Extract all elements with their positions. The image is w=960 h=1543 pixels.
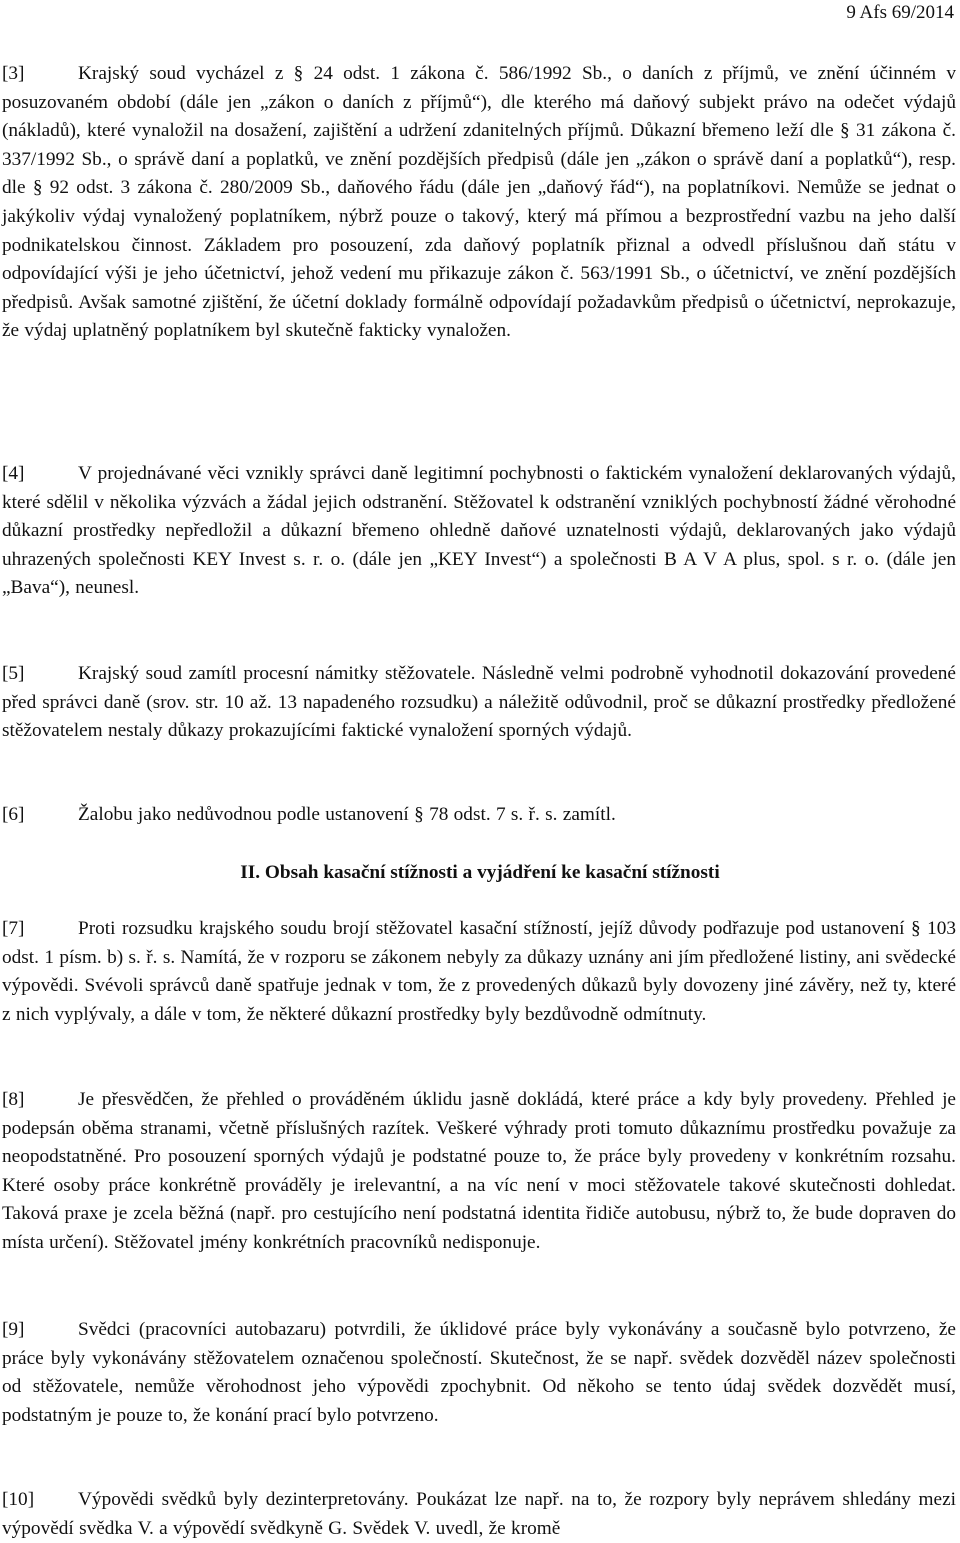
paragraph-text: Krajský soud vycházel z § 24 odst. 1 zákona č. 586/1992 Sb., o daních z příjmů, ve znění účinném v posuzovaném období (dále jen „zákon o daních z příjmů“), dle kterého má daňový subjekt právo na odečet výdajů (nákladů), které vynaložil na dosažení, zajištění a udržení zdanitelných příjmů. Důkazní břemeno leží dle § 31 zákona č. 337/1992 Sb., o správě daní a poplatků, ve znění pozdějších předpisů (dále jen „zákon o správě daní a poplatků“), resp. dle § 92 odst. 3 zákona č. 280/2009 Sb., daňového řádu (dále jen „daňový řád“), na poplatníkovi. Nemůže se jednat o jakýkoliv výdaj vynaložený poplatníkem, nýbrž pouze o takový, který má přímou a bezprostřední vazbu na jeho další podnikatelskou činnost. Základem pro posouzení, zda daňový poplatník přiznal a odvedl příslušnou daň státu v odpovídající výši je jeho účetnictví, jehož vedení mu přikazuje zákon č. 563/1991 Sb., o účetnictví, ve znění pozdějších předpisů. Avšak samotné zjištění, že účetní doklady formálně odpovídají požadavkům předpisů o účetnictví, neprokazuje, že výdaj uplatněný poplatníkem byl skutečně fakticky vynaložen. xyxy=(2,63,956,342)
paragraph-10 xyxy=(2,1486,956,1543)
paragraph-text: Je přesvědčen, že přehled o prováděném úklidu jasně dokládá, které práce a kdy byly provedeny. Přehled je podepsán oběma stranami, včetně příslušných razítek. Veškeré výhrady proti tomuto důkaznímu prostředku považuje za neopodstatněné. Pro posouzení sporných výdajů je podstatné pouze to, že práce byly provedeny v konkrétním rozsahu. Které osoby práce konkrétně prováděly je irelevantní, a na víc není v moci stěžovatele takové skutečnosti dohledat. Taková praxe je zcela běžná (např. pro cestujícího není podstatná identita řidiče autobusu, nýbrž to, že bude dopraven do místa určení). Stěžovatel jmény konkrétních pracovníků nedisponuje. xyxy=(2,1089,956,1253)
paragraph-number: [3] xyxy=(2,63,25,84)
paragraph-text: Výpovědi svědků byly dezinterpretovány. Poukázat lze např. na to, že rozpory byly neprávem shledány mezi výpovědí svědka V. a výpovědí svědkyně G. Svědek V. uvedl, že kromě xyxy=(2,1489,956,1539)
paragraph-3 xyxy=(2,60,956,346)
paragraph-text: V projednávané věci vznikly správci daně legitimní pochybnosti o faktickém vynaložení deklarovaných výdajů, které sdělil v několika výzvách a žádal jejich odstranění. Stěžovatel k odstranění vzniklých pochybností žádné věrohodné důkazní prostředky nepředložil a důkazní břemeno ohledně daňové uznatelnosti výdajů, deklarovaných jako výdajů uhrazených společnosti KEY Invest s. r. o. (dále jen „KEY Invest“) a společnosti B A V A plus, spol. s r. o. (dále jen „Bava“), neunesl. xyxy=(2,463,956,599)
paragraph-number: [10] xyxy=(2,1489,35,1510)
paragraph-text: Proti rozsudku krajského soudu brojí stěžovatel kasační stížností, jejíž důvody podřazuje pod ustanovení § 103 odst. 1 písm. b) s. ř. s. Namítá, že v rozporu se zákonem nebyly za důkazy uznány ani jím předložené listiny, ani svědecké výpovědi. Svévoli správců daně spatřuje jednak v tom, že z provedených důkazů byly dovozeny jiné závěry, než ty, které z nich vyplývaly, a dále v tom, že některé důkazní prostředky byly bezdůvodně odmítnuty. xyxy=(2,918,956,1025)
paragraph-number: [4] xyxy=(2,463,25,484)
paragraph-number: [5] xyxy=(2,663,25,684)
paragraph-number: [7] xyxy=(2,918,25,939)
paragraph-5 xyxy=(2,660,956,746)
paragraph-text: Svědci (pracovníci autobazaru) potvrdili, že úklidové práce byly vykonávány a současně bylo potvrzeno, že práce byly vykonávány stěžovatelem označenou společností. Skutečnost, že se např. svědek dozvěděl název společnosti od stěžovatele, nemůže věrohodnost jeho výpovědi zpochybnit. Od někoho se tento údaj svědek dozvědět musí, podstatným je pouze to, že konání prací bylo potvrzeno. xyxy=(2,1319,956,1426)
paragraph-number: [6] xyxy=(2,804,25,825)
paragraph-6 xyxy=(2,801,956,830)
paragraph-number: [9] xyxy=(2,1319,25,1340)
paragraph-text: Krajský soud zamítl procesní námitky stěžovatele. Následně velmi podrobně vyhodnotil dokazování provedené před správci daně (srov. str. 10 až. 13 napadeného rozsudku) a náležitě odůvodnil, proč se důkazní prostředky předložené stěžovatelem nestaly důkazy prokazujícími faktické vynaložení sporných výdajů. xyxy=(2,663,956,742)
paragraph-8 xyxy=(2,1086,956,1258)
paragraph-7 xyxy=(2,915,956,1029)
paragraph-9 xyxy=(2,1316,956,1430)
case-number: 9 Afs 69/2014 xyxy=(846,2,954,23)
paragraph-number: [8] xyxy=(2,1089,25,1110)
section-heading: II. Obsah kasační stížnosti a vyjádření ke kasační stížnosti xyxy=(240,862,720,883)
paragraph-4 xyxy=(2,460,956,603)
paragraph-text: Žalobu jako nedůvodnou podle ustanovení § 78 odst. 7 s. ř. s. zamítl. xyxy=(78,804,616,825)
